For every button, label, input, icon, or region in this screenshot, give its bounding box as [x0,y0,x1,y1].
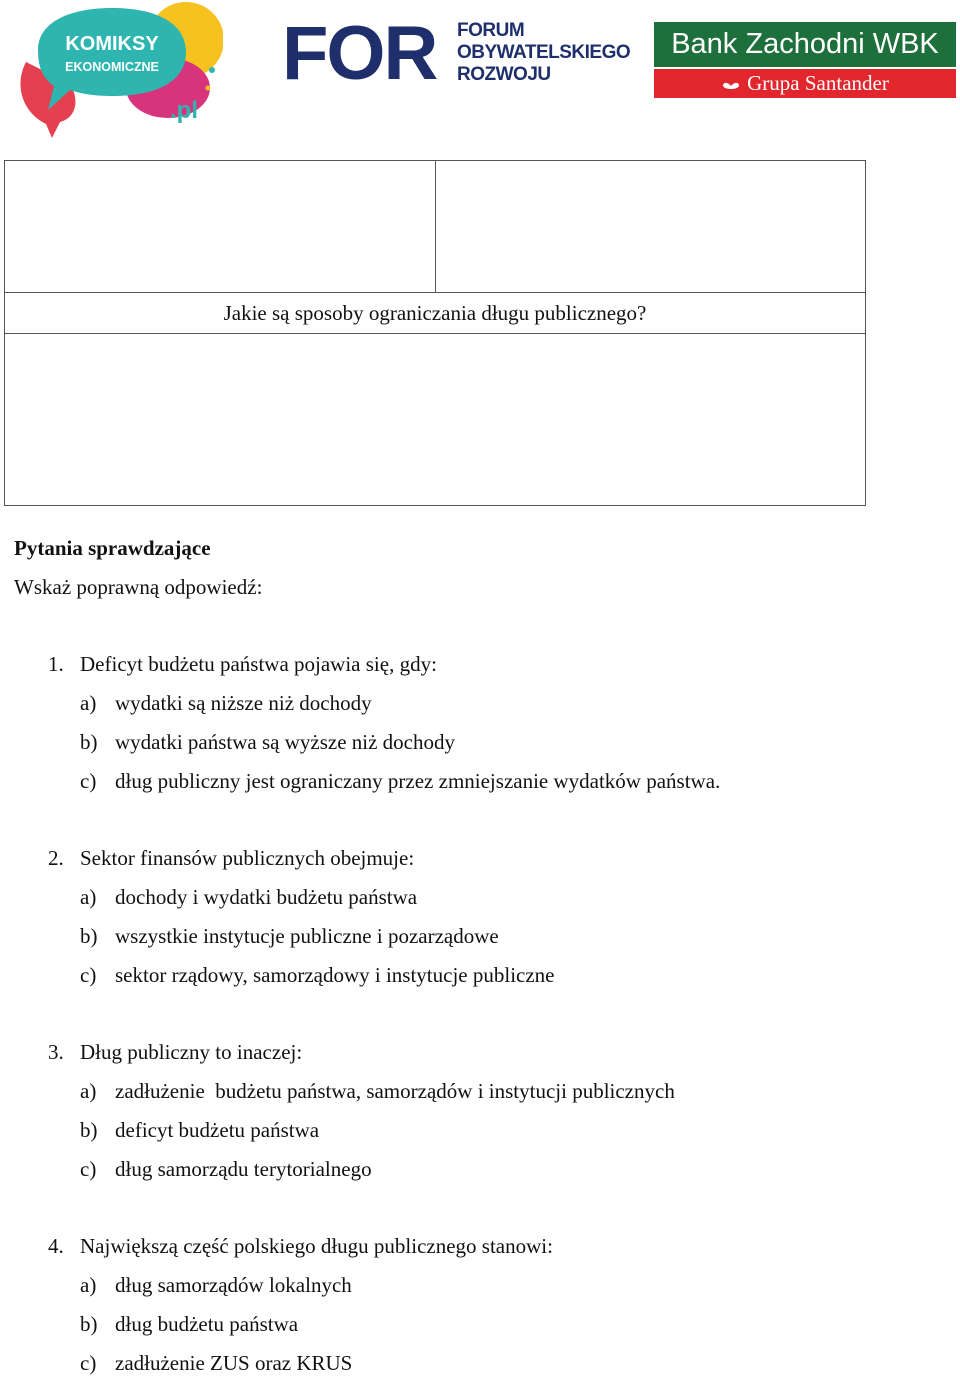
table-question: Jakie są sposoby ograniczania długu publicznego? [5,292,865,334]
question-number: 1. [48,652,64,676]
option-letter: b) [80,1118,98,1142]
question-text: Sektor finansów publicznych obejmuje: [80,846,415,870]
bank-logo-group: Grupa Santander [747,71,889,95]
quiz-instruction: Wskaż poprawną odpowiedź: [14,575,263,599]
for-logo-line3: ROZWOJU [457,64,551,85]
option-text: dług samorządów lokalnych [115,1273,352,1297]
option-text: dług samorządu terytorialnego [115,1157,372,1181]
bank-logo-group-bar [654,69,956,98]
option-text: dług publiczny jest ograniczany przez zmniejszanie wydatków państwa. [115,769,721,793]
option-text: wydatki państwa są wyższe niż dochody [115,730,455,754]
question-number: 4. [48,1234,64,1258]
option-text: dochody i wydatki budżetu państwa [115,885,418,909]
bank-zachodni-logo [654,22,956,98]
option-text: zadłużenie budżetu państwa, samorządów i instytucji publicznych [115,1079,675,1103]
for-logo-line1: FORUM [457,20,525,41]
bank-logo-name: Bank Zachodni WBK [654,22,956,67]
komiksy-logo-line2: EKONOMICZNE [65,60,159,74]
option-letter: c) [80,1157,97,1181]
answer-table [4,160,866,506]
quiz-title: Pytania sprawdzające [14,536,211,560]
option-text: wszystkie instytucje publiczne i pozarządowe [115,924,499,948]
santander-flame-icon [721,69,741,98]
option-text: wydatki są niższe niż dochody [115,691,372,715]
option-letter: a) [80,691,97,715]
for-logo-line2: OBYWATELSKIEGO [457,42,631,63]
table-cell-top-right [436,161,865,292]
for-logo-letters: FOR [282,11,437,96]
question-number: 3. [48,1040,64,1064]
option-letter: b) [80,730,98,754]
question-text: Największą część polskiego długu publicznego stanowi: [80,1234,553,1258]
table-cell-bottom [5,334,865,505]
komiksy-logo-line1: KOMIKSY [65,33,159,55]
option-text: zadłużenie ZUS oraz KRUS [115,1351,353,1375]
option-letter: b) [80,924,98,948]
option-letter: a) [80,1079,97,1103]
for-logo [282,11,631,96]
option-letter: a) [80,1273,97,1297]
option-letter: c) [80,963,97,987]
komiksy-logo-suffix: .pl [170,97,198,124]
question-text: Dług publiczny to inaczej: [80,1040,303,1064]
option-text: sektor rządowy, samorządowy i instytucje publiczne [115,963,555,987]
option-letter: c) [80,1351,97,1375]
option-letter: a) [80,885,97,909]
option-text: dług budżetu państwa [115,1312,299,1336]
option-letter: c) [80,769,97,793]
table-cell-top-left [5,161,436,292]
option-text: deficyt budżetu państwa [115,1118,320,1142]
question-number: 2. [48,846,64,870]
komiksy-ekonomiczne-logo [8,0,223,140]
option-letter: b) [80,1312,98,1336]
question-text: Deficyt budżetu państwa pojawia się, gdy: [80,652,437,676]
